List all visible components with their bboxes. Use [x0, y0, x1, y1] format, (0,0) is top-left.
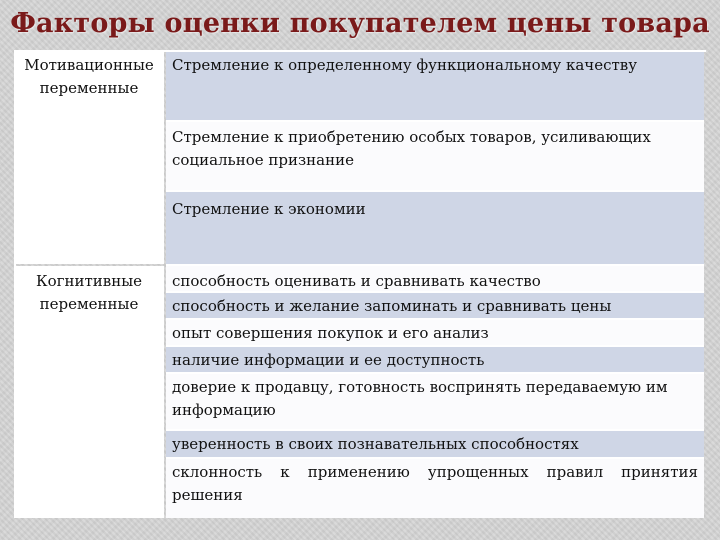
cell-text: способность и желание запоминать и сравнивать цены	[172, 297, 612, 315]
category-label: переменные	[39, 295, 139, 313]
page-title: Факторы оценки покупателем цены товара	[10, 8, 710, 39]
table-row	[166, 192, 704, 266]
category-label: переменные	[39, 79, 139, 97]
table-row	[166, 52, 704, 122]
table-row	[166, 293, 704, 320]
table-row	[166, 320, 704, 347]
table-row	[166, 431, 704, 459]
cell-text: склонность к применению упрощенных правил принятия решения	[172, 463, 698, 504]
cell-text: наличие информации и ее доступность	[172, 351, 485, 369]
category-cognitive	[14, 266, 164, 518]
table-row	[166, 266, 704, 293]
cell-text: уверенность в своих познавательных способностях	[172, 435, 579, 453]
table-row	[166, 122, 704, 192]
category-motivational	[14, 52, 164, 264]
category-label: Когнитивные	[35, 272, 143, 290]
cell-text: способность оценивать и сравнивать качество	[172, 272, 541, 290]
cell-text: Стремление к приобретению особых товаров, усиливающих социальное признание	[172, 128, 651, 169]
table-row	[166, 459, 704, 518]
cell-text: Стремление к определенному функциональному качеству	[172, 56, 638, 74]
table-row	[166, 347, 704, 374]
cell-text: Стремление к экономии	[172, 200, 366, 218]
cell-text: доверие к продавцу, готовность воспринять передаваемую им информацию	[172, 378, 668, 419]
table-row	[166, 374, 704, 431]
cell-text: опыт совершения покупок и его анализ	[172, 324, 489, 342]
category-label: Мотивационные	[24, 56, 154, 74]
